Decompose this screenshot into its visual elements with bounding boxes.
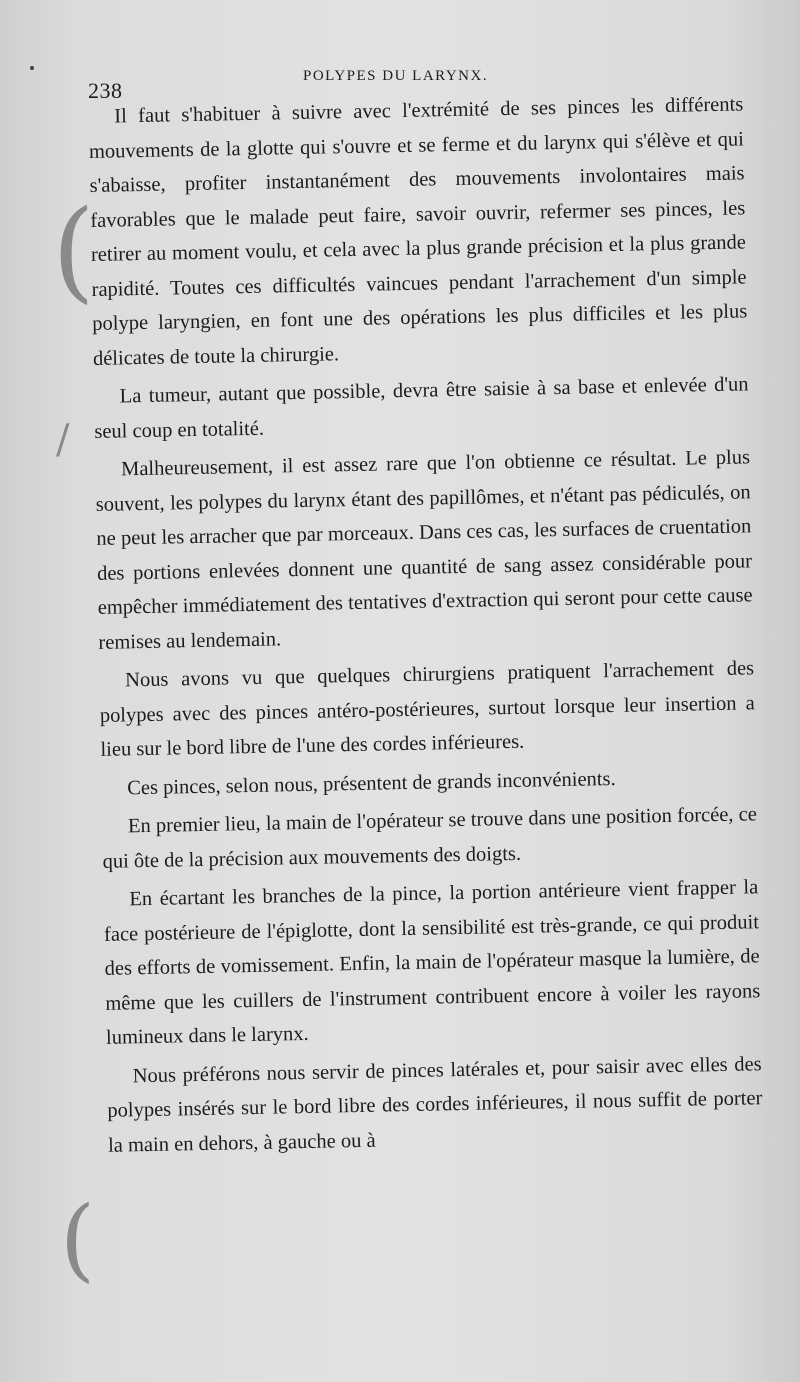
- page-number: 238: [88, 78, 123, 103]
- paragraph: Malheureusement, il est assez rare que l'on obtienne ce résultat. Le plus souvent, les polypes du larynx étant des papillômes, et n'étant pas pédiculés, on ne peut les arracher que par morceaux. Dans ces cas, les surfaces de cruentation des portions enlevées donnent une quantité de sang assez considérable pour empêcher immédiatement des tentatives d'extraction qui seront pour cette cause remises au lendemain.: [95, 446, 753, 654]
- paragraph: Il faut s'habituer à suivre avec l'extrémité de ses pinces les différents mouvements de la glotte qui s'ouvre et se ferme et du larynx qui s'élève et qui s'abaisse, profiter instantanément des mouvements involontaires mais favorables que le malade peut faire, savoir ouvrir, refermer ses pinces, les retirer au moment voulu, et cela avec la plus grande précision et la plus grande rapidité. Toutes ces difficultés vaincues pendant l'arrachement d'un simple polype laryngien, en font une des opérations les plus difficiles et les plus délicates de toute la chirurgie.: [88, 93, 748, 370]
- paragraph: La tumeur, autant que possible, devra être saisie à sa base et enlevée d'un seul coup en totalité.: [94, 373, 749, 443]
- paragraph: Ces pinces, selon nous, présentent de grands inconvénients.: [127, 767, 616, 799]
- pencil-tick-mark: /: [56, 417, 70, 463]
- paragraph: En écartant les branches de la pince, la portion antérieure vient frapper la face postérieure de l'épiglotte, dont la sensibilité est très-grande, ce qui produit des efforts de vomissement. Enfin, la main de l'opérateur masque la lumière, de même que les cuillers de l'instrument contribuent encore à voiler les rayons lumineux dans le larynx.: [103, 876, 761, 1049]
- body-text: [88, 87, 763, 1166]
- pencil-bracket-mark: (: [60, 1187, 96, 1292]
- ink-dot: [30, 66, 34, 70]
- pencil-bracket-mark: (: [52, 186, 95, 314]
- paragraph: En premier lieu, la main de l'opérateur se trouve dans une position forcée, ce qui ôte de la précision aux mouvements des doigts.: [102, 803, 758, 873]
- paragraph: Nous préférons nous servir de pinces latérales et, pour saisir avec elles des polypes insérés sur le bord libre des cordes inférieures, il nous suffit de porter la main en dehors, à gauche ou à: [107, 1052, 763, 1157]
- paragraph: Nous avons vu que quelques chirurgiens pratiquent l'arrachement des polypes avec des pinces antéro-postérieures, surtout lorsque leur insertion a lieu sur le bord libre de l'une des cordes inférieures.: [99, 657, 755, 761]
- running-title: POLYPES DU LARYNX.: [303, 68, 489, 84]
